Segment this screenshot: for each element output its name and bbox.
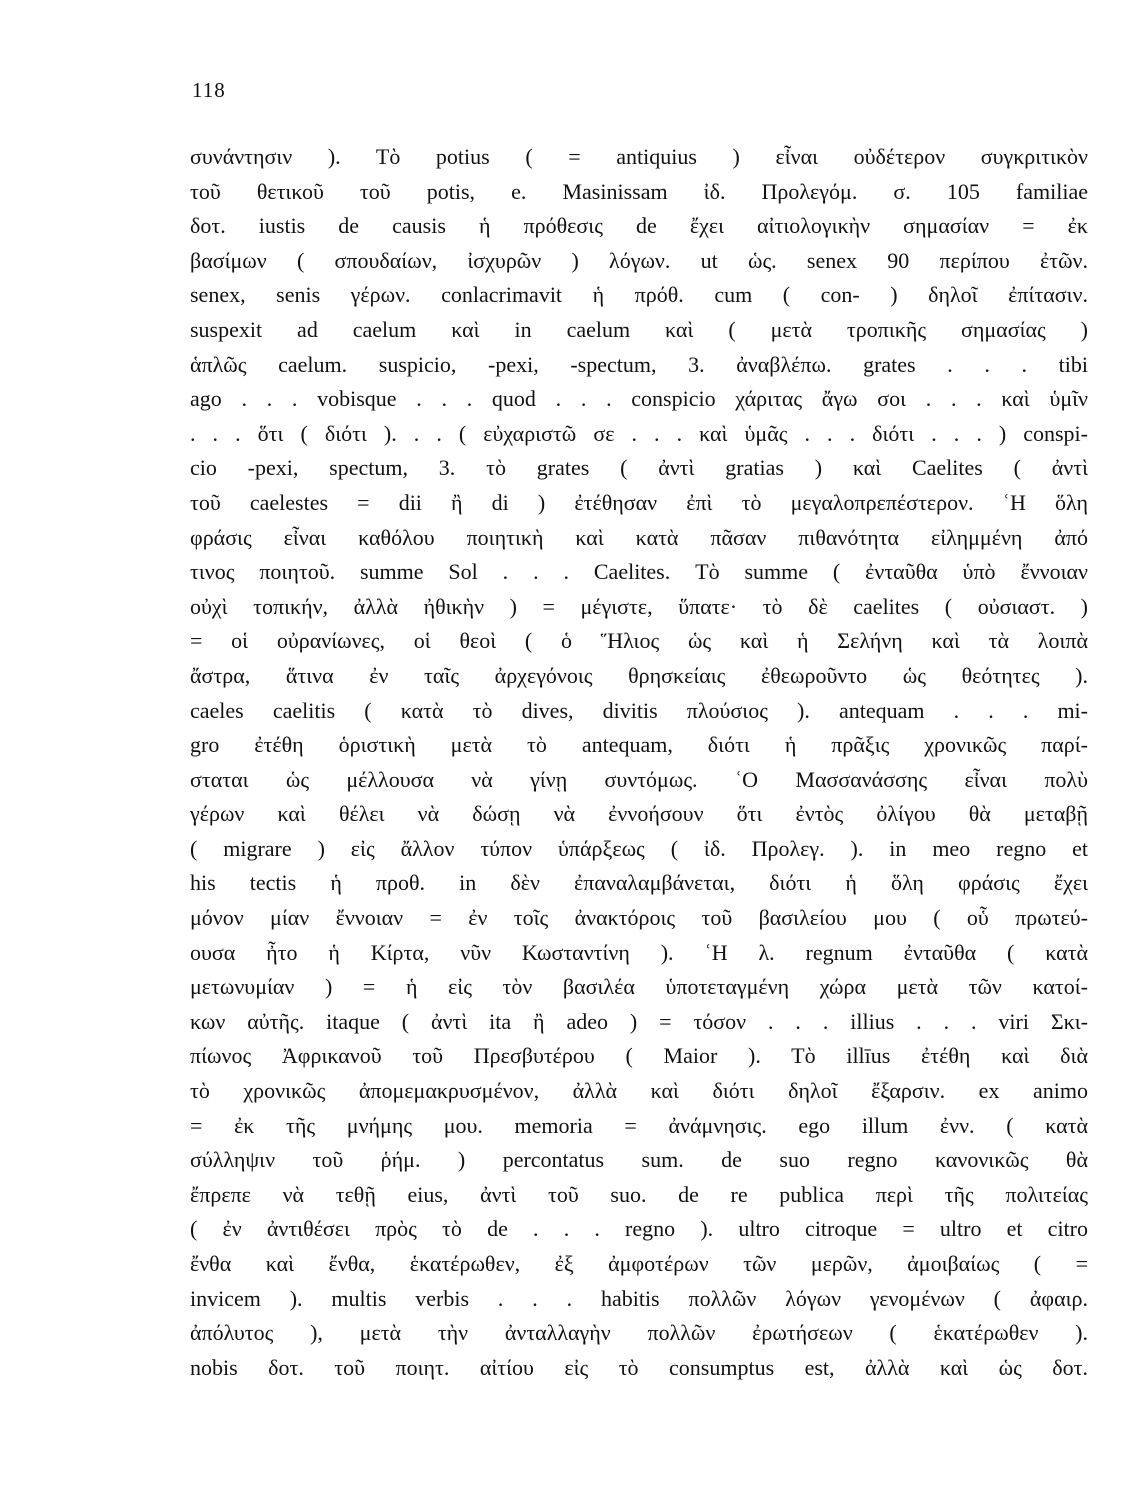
text-line: οὐχὶ τοπικήν, ἀλλὰ ἠθικὴν ) = μέγιστε, ὕπατε· τὸ δὲ caelites ( οὐσιαστ. ) <box>190 593 1088 619</box>
body-text <box>190 140 1088 1385</box>
text-line: κων αὐτῆς. itaque ( ἀντὶ ita ἢ adeo ) = τόσον . . . illius . . . viri Σκι- <box>190 1008 1088 1034</box>
text-line: τὸ χρονικῶς ἀπομεμακρυσμένον, ἀλλὰ καὶ διότι δηλοῖ ἔξαρσιν. ex animo <box>190 1078 1088 1104</box>
text-line: ἁπλῶς caelum. suspicio, -pexi, -spectum, 3. ἀναβλέπω. grates . . . tibi <box>190 351 1088 377</box>
text-line: ( migrare ) εἰς ἄλλον τύπον ὑπάρξεως ( ἰδ. Προλεγ. ). in meo regno et <box>190 835 1088 861</box>
text-line: τοῦ caelestes = dii ἢ di ) ἐτέθησαν ἐπὶ τὸ μεγαλοπρεπέστερον. ʿΗ ὅλη <box>190 489 1088 515</box>
text-line: caeles caelitis ( κατὰ τὸ dives, divitis πλούσιος ). antequam . . . mi- <box>190 697 1088 723</box>
page-number: 118 <box>192 78 226 102</box>
text-line: . . . ὅτι ( διότι ). . . ( εὐχαριστῶ σε . . . καὶ ὑμᾶς . . . διότι . . . ) conspi- <box>190 420 1088 446</box>
text-line: gro ἐτέθη ὁριστικὴ μετὰ τὸ antequam, διότι ἡ πρᾶξις χρονικῶς παρί- <box>190 732 1088 758</box>
text-line: τινος ποιητοῦ. summe Sol . . . Caelites. Τὸ summe ( ἐνταῦθα ὑπὸ ἔννοιαν <box>190 559 1088 585</box>
text-line: δοτ. iustis de causis ἡ πρόθεσις de ἔχει αἰτιολογικὴν σημασίαν = ἐκ <box>190 213 1088 239</box>
text-line: nobis δοτ. τοῦ ποιητ. αἰτίου εἰς τὸ consumptus est, ἀλλὰ καὶ ὡς δοτ. <box>190 1354 1088 1380</box>
text-line: his tectis ἡ προθ. in δὲν ἐπαναλαμβάνεται, διότι ἡ ὅλη φράσις ἔχει <box>190 870 1088 896</box>
text-line: ago . . . vobisque . . . quod . . . conspicio χάριτας ἄγω σοι . . . καὶ ὑμῖν <box>190 386 1088 412</box>
text-line: συνάντησιν ). Τὸ potius ( = antiquius ) εἶναι οὐδέτερον συγκριτικὸν <box>190 144 1088 169</box>
text-line: μόνον μίαν ἔννοιαν = ἐν τοῖς ἀνακτόροις τοῦ βασιλείου μου ( οὗ πρωτεύ- <box>190 905 1088 931</box>
text-line: cio -pexi, spectum, 3. τὸ grates ( ἀντὶ gratias ) καὶ Caelites ( ἀντὶ <box>190 455 1088 481</box>
text-line: senex, senis γέρων. conlacrimavit ἡ πρόθ. cum ( con- ) δηλοῖ ἐπίτασιν. <box>190 282 1088 308</box>
text-line: πίωνος Ἀφρικανοῦ τοῦ Πρεσβυτέρου ( Maior ). Τὸ illīus ἐτέθη καὶ διὰ <box>190 1043 1088 1069</box>
text-line: = οἱ οὐρανίωνες, οἱ θεοὶ ( ὁ Ἥλιος ὡς καὶ ἡ Σελήνη καὶ τὰ λοιπὰ <box>190 628 1088 654</box>
text-line: σταται ὡς μέλλουσα νὰ γίνῃ συντόμως. ʿΟ Μασσανάσσης εἶναι πολὺ <box>190 766 1088 792</box>
text-line: σύλληψιν τοῦ ῥήμ. ) percontatus sum. de suo regno κανονικῶς θὰ <box>190 1147 1088 1173</box>
text-line: ἔπρεπε νὰ τεθῇ eius, ἀντὶ τοῦ suo. de re publica περὶ τῆς πολιτείας <box>190 1181 1088 1207</box>
text-line: μετωνυμίαν ) = ἡ εἰς τὸν βασιλέα ὑποτεταγμένη χώρα μετὰ τῶν κατοί- <box>190 974 1088 1000</box>
text-line: ( ἐν ἀντιθέσει πρὸς τὸ de . . . regno ). ultro citroque = ultro et citro <box>190 1216 1088 1242</box>
text-line: ἄστρα, ἅτινα ἐν ταῖς ἀρχεγόνοις θρησκείαις ἐθεωροῦντο ὡς θεότητες ). <box>190 662 1088 688</box>
text-line: φράσις εἶναι καθόλου ποιητικὴ καὶ κατὰ πᾶσαν πιθανότητα εἰλημμένη ἀπό <box>190 524 1088 550</box>
text-line: τοῦ θετικοῦ τοῦ potis, e. Masinissam ἰδ. Προλεγόμ. σ. 105 familiae <box>190 178 1088 204</box>
text-line: = ἐκ τῆς μνήμης μου. memoria = ἀνάμνησις. ego illum ἐνν. ( κατὰ <box>190 1112 1088 1138</box>
text-line: ουσα ἦτο ἡ Κίρτα, νῦν Κωσταντίνη ). ʿΗ λ. regnum ἐνταῦθα ( κατὰ <box>190 939 1088 965</box>
text-line: suspexit ad caelum καὶ in caelum καὶ ( μετὰ τροπικῆς σημασίας ) <box>190 316 1088 342</box>
text-line: ἀπόλυτος ), μετὰ τὴν ἀνταλλαγὴν πολλῶν ἐρωτήσεων ( ἑκατέρωθεν ). <box>190 1320 1088 1346</box>
text-line: βασίμων ( σπουδαίων, ἰσχυρῶν ) λόγων. ut ὡς. senex 90 περίπου ἐτῶν. <box>190 247 1088 273</box>
text-line: invicem ). multis verbis . . . habitis πολλῶν λόγων γενομένων ( ἀφαιρ. <box>190 1285 1088 1311</box>
text-line: ἔνθα καὶ ἔνθα, ἑκατέρωθεν, ἐξ ἀμφοτέρων τῶν μερῶν, ἀμοιβαίως ( = <box>190 1251 1088 1276</box>
text-line: γέρων καὶ θέλει νὰ δώσῃ νὰ ἐννοήσουν ὅτι ἐντὸς ὀλίγου θὰ μεταβῇ <box>190 801 1088 827</box>
